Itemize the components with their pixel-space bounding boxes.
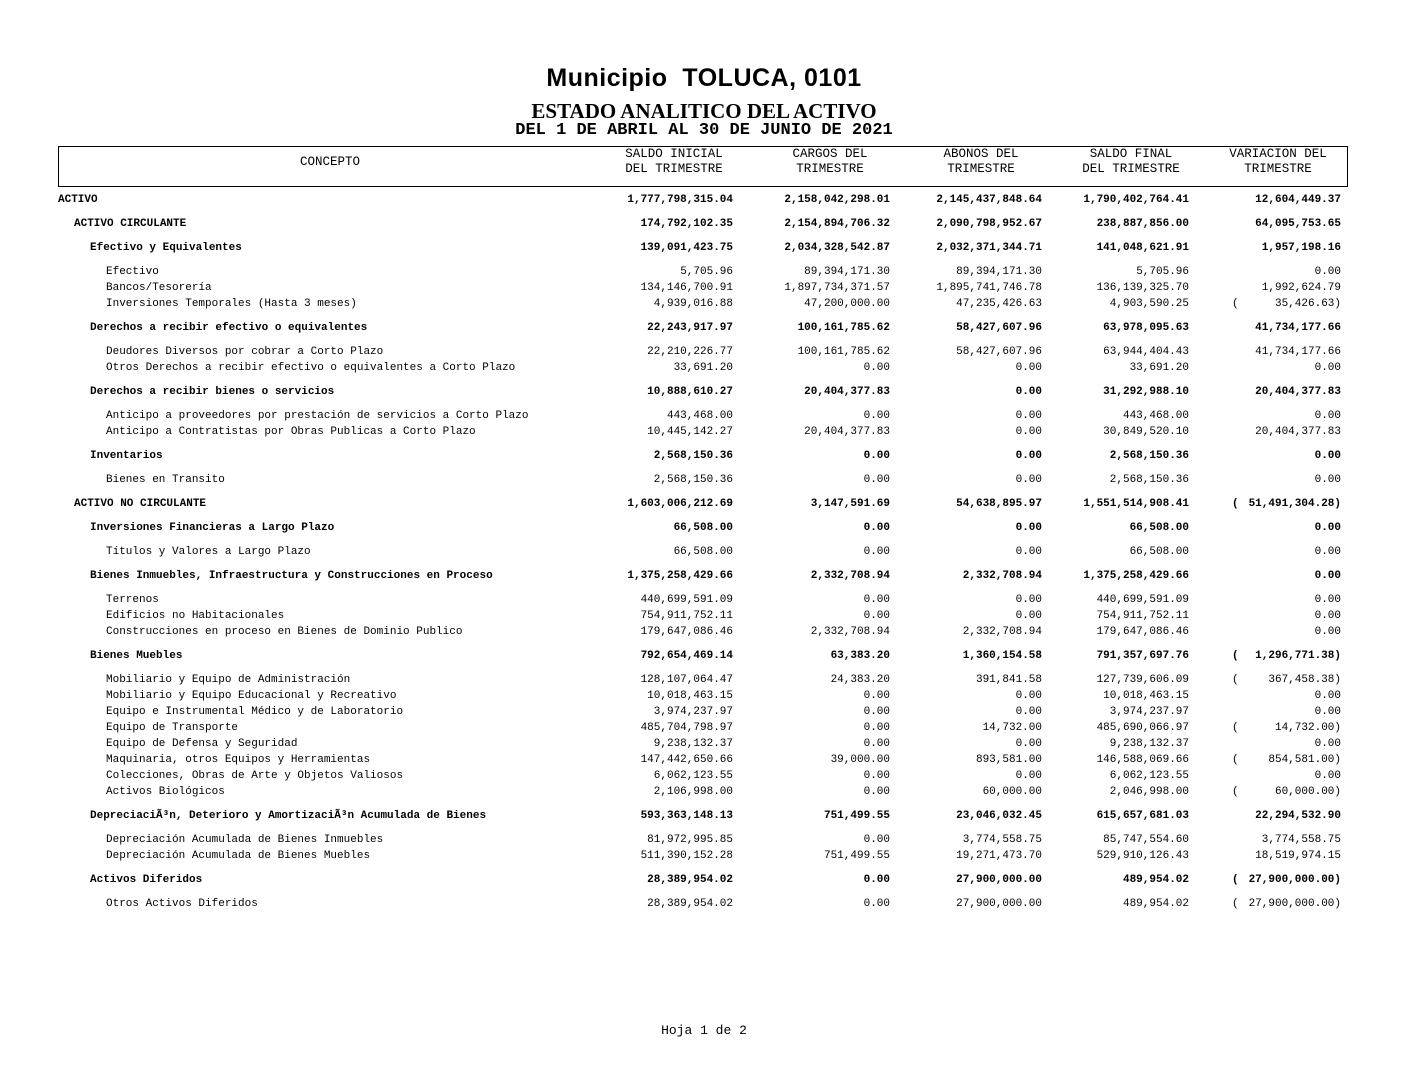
row-abonos: 391,841.58 (975, 674, 1042, 686)
row-cargos: 100,161,785.62 (797, 346, 890, 358)
row-abonos: 3,774,558.75 (962, 834, 1042, 846)
row-saldo-inicial: 2,568,150.36 (653, 474, 733, 486)
row-negative-paren: ( (1232, 650, 1239, 662)
row-saldo-final: 615,657,681.03 (1096, 810, 1189, 822)
row-abonos: 89,394,171.30 (956, 266, 1042, 278)
row-abonos: 2,332,708.94 (962, 570, 1042, 582)
row-saldo-final: 66,508.00 (1129, 522, 1189, 534)
table-row (0, 768, 1408, 784)
row-saldo-final: 127,739,606.09 (1096, 674, 1189, 686)
row-cargos: 751,499.55 (823, 850, 890, 862)
row-cargos: 0.00 (863, 834, 890, 846)
row-saldo-final: 179,647,086.46 (1096, 626, 1189, 638)
table-row (0, 832, 1408, 848)
row-abonos: 0.00 (1015, 426, 1042, 438)
column-header-concepto: CONCEPTO (299, 155, 360, 169)
row-concept: Bancos/Tesorería (106, 282, 212, 294)
row-negative-paren: ( (1232, 498, 1239, 510)
row-variacion: 0.00 (1314, 570, 1341, 582)
row-saldo-inicial: 22,210,226.77 (647, 346, 733, 358)
row-concept: Bienes en Transito (106, 474, 225, 486)
table-row (0, 320, 1408, 336)
row-variacion: 0.00 (1314, 546, 1341, 558)
column-header-abonos: ABONOS DEL TRIMESTRE (943, 147, 1019, 176)
row-variacion: 51,491,304.28) (1248, 498, 1341, 510)
row-saldo-final: 1,375,258,429.66 (1083, 570, 1189, 582)
row-cargos: 20,404,377.83 (804, 386, 890, 398)
row-saldo-final: 3,974,237.97 (1109, 706, 1189, 718)
row-saldo-inicial: 66,508.00 (673, 522, 733, 534)
row-cargos: 1,897,734,371.57 (784, 282, 890, 294)
row-saldo-inicial: 174,792,102.35 (640, 218, 733, 230)
row-variacion: 1,992,624.79 (1261, 282, 1341, 294)
row-abonos: 0.00 (1015, 594, 1042, 606)
row-variacion: 367,458.38) (1268, 674, 1341, 686)
row-variacion: 20,404,377.83 (1255, 386, 1341, 398)
row-variacion: 0.00 (1314, 410, 1341, 422)
row-abonos: 54,638,895.97 (956, 498, 1042, 510)
table-row (0, 296, 1408, 312)
table-row (0, 704, 1408, 720)
row-variacion: 0.00 (1314, 450, 1341, 462)
row-saldo-final: 136,139,325.70 (1096, 282, 1189, 294)
row-saldo-final: 485,690,066.97 (1096, 722, 1189, 734)
table-row (0, 424, 1408, 440)
row-variacion: 14,732.00) (1274, 722, 1341, 734)
row-saldo-final: 489,954.02 (1122, 874, 1189, 886)
row-abonos: 58,427,607.96 (956, 322, 1042, 334)
table-row (0, 360, 1408, 376)
row-saldo-final: 443,468.00 (1122, 410, 1189, 422)
row-concept: Deudores Diversos por cobrar a Corto Plazo (106, 346, 384, 358)
row-saldo-final: 31,292,988.10 (1103, 386, 1189, 398)
row-concept: Equipo e Instrumental Médico y de Laboratorio (106, 706, 404, 718)
row-cargos: 0.00 (863, 706, 890, 718)
row-abonos: 2,090,798,952.67 (936, 218, 1042, 230)
row-saldo-inicial: 1,777,798,315.04 (627, 194, 733, 206)
row-concept: Edificios no Habitacionales (106, 610, 285, 622)
row-concept: Maquinaria, otros Equipos y Herramientas (106, 754, 371, 766)
row-variacion: 0.00 (1314, 706, 1341, 718)
row-cargos: 24,383.20 (830, 674, 890, 686)
table-row (0, 648, 1408, 664)
row-concept: Otros Activos Diferidos (106, 898, 258, 910)
row-abonos: 27,900,000.00 (956, 898, 1042, 910)
table-row (0, 496, 1408, 512)
row-abonos: 0.00 (1015, 610, 1042, 622)
row-cargos: 0.00 (863, 770, 890, 782)
row-saldo-inicial: 139,091,423.75 (640, 242, 733, 254)
table-row (0, 520, 1408, 536)
row-saldo-inicial: 22,243,917.97 (647, 322, 733, 334)
row-saldo-inicial: 6,062,123.55 (653, 770, 733, 782)
row-saldo-inicial: 147,442,650.66 (640, 754, 733, 766)
row-saldo-final: 2,568,150.36 (1109, 450, 1189, 462)
row-saldo-inicial: 440,699,591.09 (640, 594, 733, 606)
row-variacion: 0.00 (1314, 266, 1341, 278)
row-saldo-inicial: 1,375,258,429.66 (627, 570, 733, 582)
row-variacion: 22,294,532.90 (1255, 810, 1341, 822)
row-abonos: 0.00 (1015, 450, 1042, 462)
row-saldo-final: 6,062,123.55 (1109, 770, 1189, 782)
row-cargos: 63,383.20 (830, 650, 890, 662)
table-row (0, 408, 1408, 424)
row-saldo-inicial: 593,363,148.13 (640, 810, 733, 822)
row-abonos: 60,000.00 (982, 786, 1042, 798)
row-cargos: 3,147,591.69 (810, 498, 890, 510)
row-variacion: 0.00 (1314, 594, 1341, 606)
row-concept: Inversiones Financieras a Largo Plazo (90, 522, 335, 534)
row-saldo-inicial: 81,972,995.85 (647, 834, 733, 846)
row-variacion: 3,774,558.75 (1261, 834, 1341, 846)
row-cargos: 2,034,328,542.87 (784, 242, 890, 254)
row-variacion: 18,519,974.15 (1255, 850, 1341, 862)
row-concept: Efectivo (106, 266, 159, 278)
table-row (0, 752, 1408, 768)
row-abonos: 0.00 (1015, 690, 1042, 702)
row-saldo-final: 1,551,514,908.41 (1083, 498, 1189, 510)
row-saldo-final: 63,978,095.63 (1103, 322, 1189, 334)
row-saldo-final: 754,911,752.11 (1096, 610, 1189, 622)
table-row (0, 568, 1408, 584)
row-saldo-inicial: 128,107,064.47 (640, 674, 733, 686)
row-abonos: 19,271,473.70 (956, 850, 1042, 862)
row-cargos: 2,154,894,706.32 (784, 218, 890, 230)
row-concept: ACTIVO CIRCULANTE (74, 218, 187, 230)
row-variacion: 41,734,177.66 (1255, 346, 1341, 358)
table-row (0, 720, 1408, 736)
row-saldo-inicial: 134,146,700.91 (640, 282, 733, 294)
row-saldo-final: 440,699,591.09 (1096, 594, 1189, 606)
row-concept: ACTIVO (58, 194, 98, 206)
table-row (0, 216, 1408, 232)
row-abonos: 893,581.00 (975, 754, 1042, 766)
row-concept: Depreciación Acumulada de Bienes Inmuebles (106, 834, 384, 846)
row-saldo-final: 9,238,132.37 (1109, 738, 1189, 750)
row-cargos: 0.00 (863, 362, 890, 374)
row-cargos: 2,332,708.94 (810, 570, 890, 582)
row-cargos: 0.00 (863, 786, 890, 798)
row-variacion: 27,900,000.00) (1248, 874, 1341, 886)
row-cargos: 100,161,785.62 (797, 322, 890, 334)
row-variacion: 0.00 (1314, 474, 1341, 486)
row-saldo-inicial: 28,389,954.02 (647, 898, 733, 910)
row-cargos: 89,394,171.30 (804, 266, 890, 278)
row-abonos: 0.00 (1015, 474, 1042, 486)
row-variacion: 0.00 (1314, 610, 1341, 622)
row-concept: Derechos a recibir bienes o servicios (90, 386, 335, 398)
row-cargos: 0.00 (863, 738, 890, 750)
row-variacion: 27,900,000.00) (1248, 898, 1341, 910)
row-cargos: 2,332,708.94 (810, 626, 890, 638)
row-variacion: 60,000.00) (1274, 786, 1341, 798)
row-saldo-final: 238,887,856.00 (1096, 218, 1189, 230)
table-row (0, 848, 1408, 864)
row-variacion: 0.00 (1314, 770, 1341, 782)
row-saldo-final: 1,790,402,764.41 (1083, 194, 1189, 206)
table-row (0, 448, 1408, 464)
row-concept: Anticipo a proveedores por prestación de servicios a Corto Plazo (106, 410, 529, 422)
row-concept: Colecciones, Obras de Arte y Objetos Valiosos (106, 770, 404, 782)
row-cargos: 0.00 (863, 874, 890, 886)
row-cargos: 0.00 (863, 522, 890, 534)
row-concept: Efectivo y Equivalentes (90, 242, 242, 254)
column-header-cargos: CARGOS DEL TRIMESTRE (792, 147, 868, 176)
table-row (0, 472, 1408, 488)
row-cargos: 0.00 (863, 610, 890, 622)
row-negative-paren: ( (1232, 722, 1239, 734)
row-saldo-inicial: 1,603,006,212.69 (627, 498, 733, 510)
row-concept: Inversiones Temporales (Hasta 3 meses) (106, 298, 357, 310)
row-saldo-inicial: 33,691.20 (673, 362, 733, 374)
row-abonos: 2,032,371,344.71 (936, 242, 1042, 254)
table-row (0, 544, 1408, 560)
row-variacion: 0.00 (1314, 738, 1341, 750)
page-number: Hoja 1 de 2 (661, 1023, 747, 1038)
table-row (0, 280, 1408, 296)
row-concept: Otros Derechos a recibir efectivo o equivalentes a Corto Plazo (106, 362, 516, 374)
row-negative-paren: ( (1232, 898, 1239, 910)
row-cargos: 0.00 (863, 690, 890, 702)
row-variacion: 20,404,377.83 (1255, 426, 1341, 438)
row-concept: Títulos y Valores a Largo Plazo (106, 546, 311, 558)
row-saldo-inicial: 754,911,752.11 (640, 610, 733, 622)
report-period: DEL 1 DE ABRIL AL 30 DE JUNIO DE 2021 (515, 121, 893, 140)
row-abonos: 2,145,437,848.64 (936, 194, 1042, 206)
table-row (0, 192, 1408, 208)
table-row (0, 672, 1408, 688)
row-variacion: 1,296,771.38) (1255, 650, 1341, 662)
row-saldo-final: 63,944,404.43 (1103, 346, 1189, 358)
row-saldo-inicial: 443,468.00 (666, 410, 733, 422)
row-saldo-final: 791,357,697.76 (1096, 650, 1189, 662)
row-cargos: 0.00 (863, 546, 890, 558)
row-cargos: 0.00 (863, 450, 890, 462)
table-row (0, 784, 1408, 800)
row-cargos: 751,499.55 (823, 810, 890, 822)
row-saldo-final: 10,018,463.15 (1103, 690, 1189, 702)
row-abonos: 0.00 (1015, 706, 1042, 718)
row-concept: Mobiliario y Equipo de Administración (106, 674, 351, 686)
row-variacion: 0.00 (1314, 626, 1341, 638)
row-variacion: 41,734,177.66 (1255, 322, 1341, 334)
row-variacion: 0.00 (1314, 690, 1341, 702)
row-cargos: 47,200,000.00 (804, 298, 890, 310)
row-saldo-inicial: 179,647,086.46 (640, 626, 733, 638)
row-saldo-inicial: 2,568,150.36 (653, 450, 733, 462)
row-variacion: 64,095,753.65 (1255, 218, 1341, 230)
row-saldo-inicial: 28,389,954.02 (647, 874, 733, 886)
row-saldo-final: 141,048,621.91 (1096, 242, 1189, 254)
table-row (0, 808, 1408, 824)
row-concept: Bienes Inmuebles, Infraestructura y Construcciones en Proceso (90, 570, 493, 582)
row-saldo-inicial: 5,705.96 (680, 266, 733, 278)
row-saldo-final: 146,588,069.66 (1096, 754, 1189, 766)
row-concept: Activos Biológicos (106, 786, 225, 798)
row-saldo-inicial: 511,390,152.28 (640, 850, 733, 862)
row-cargos: 0.00 (863, 898, 890, 910)
row-concept: Bienes Muebles (90, 650, 183, 662)
table-row (0, 344, 1408, 360)
row-concept: Derechos a recibir efectivo o equivalentes (90, 322, 368, 334)
row-saldo-inicial: 3,974,237.97 (653, 706, 733, 718)
row-saldo-final: 33,691.20 (1129, 362, 1189, 374)
row-saldo-inicial: 10,888,610.27 (647, 386, 733, 398)
row-saldo-final: 2,568,150.36 (1109, 474, 1189, 486)
table-row (0, 736, 1408, 752)
row-saldo-final: 5,705.96 (1136, 266, 1189, 278)
row-cargos: 0.00 (863, 474, 890, 486)
row-saldo-final: 529,910,126.43 (1096, 850, 1189, 862)
row-saldo-inicial: 2,106,998.00 (653, 786, 733, 798)
row-variacion: 35,426.63) (1274, 298, 1341, 310)
report-title: ESTADO ANALITICO DEL ACTIVO (531, 99, 877, 123)
table-row (0, 264, 1408, 280)
table-row (0, 592, 1408, 608)
row-saldo-inicial: 792,654,469.14 (640, 650, 733, 662)
row-abonos: 0.00 (1015, 410, 1042, 422)
row-abonos: 0.00 (1015, 738, 1042, 750)
row-concept: Mobiliario y Equipo Educacional y Recreativo (106, 690, 397, 702)
row-concept: ACTIVO NO CIRCULANTE (74, 498, 207, 510)
row-concept: Anticipo a Contratistas por Obras Publicas a Corto Plazo (106, 426, 476, 438)
row-abonos: 27,900,000.00 (956, 874, 1042, 886)
row-saldo-final: 30,849,520.10 (1103, 426, 1189, 438)
row-abonos: 2,332,708.94 (962, 626, 1042, 638)
row-abonos: 47,235,426.63 (956, 298, 1042, 310)
row-concept: Construcciones en proceso en Bienes de Dominio Publico (106, 626, 463, 638)
row-concept: Inventarios (90, 450, 163, 462)
row-saldo-final: 85,747,554.60 (1103, 834, 1189, 846)
row-concept: Terrenos (106, 594, 159, 606)
row-negative-paren: ( (1232, 298, 1239, 310)
table-row (0, 240, 1408, 256)
row-abonos: 1,895,741,746.78 (936, 282, 1042, 294)
row-cargos: 39,000.00 (830, 754, 890, 766)
row-abonos: 58,427,607.96 (956, 346, 1042, 358)
row-saldo-inicial: 66,508.00 (673, 546, 733, 558)
row-negative-paren: ( (1232, 786, 1239, 798)
row-abonos: 0.00 (1015, 386, 1042, 398)
row-abonos: 0.00 (1015, 522, 1042, 534)
row-concept: Activos Diferidos (90, 874, 203, 886)
row-cargos: 0.00 (863, 410, 890, 422)
row-cargos: 0.00 (863, 722, 890, 734)
row-saldo-final: 4,903,590.25 (1109, 298, 1189, 310)
table-row (0, 872, 1408, 888)
table-row (0, 608, 1408, 624)
row-saldo-inicial: 10,018,463.15 (647, 690, 733, 702)
row-concept: Equipo de Defensa y Seguridad (106, 738, 298, 750)
row-concept: Equipo de Transporte (106, 722, 239, 734)
row-cargos: 2,158,042,298.01 (784, 194, 890, 206)
column-header-saldo-final: SALDO FINAL DEL TRIMESTRE (1082, 147, 1180, 176)
row-saldo-inicial: 485,704,798.97 (640, 722, 733, 734)
row-cargos: 0.00 (863, 594, 890, 606)
row-saldo-final: 2,046,998.00 (1109, 786, 1189, 798)
row-saldo-inicial: 9,238,132.37 (653, 738, 733, 750)
row-concept: DepreciaciÃ³n, Deterioro y AmortizaciÃ³n Acumulada de Bienes (90, 810, 487, 822)
column-header-saldo-inicial: SALDO INICIAL DEL TRIMESTRE (625, 147, 723, 176)
row-variacion: 854,581.00) (1268, 754, 1341, 766)
row-abonos: 14,732.00 (982, 722, 1042, 734)
row-saldo-final: 66,508.00 (1129, 546, 1189, 558)
row-variacion: 12,604,449.37 (1255, 194, 1341, 206)
row-variacion: 1,957,198.16 (1261, 242, 1341, 254)
table-row (0, 624, 1408, 640)
column-header-variacion: VARIACION DEL TRIMESTRE (1229, 147, 1327, 176)
table-row (0, 896, 1408, 912)
row-variacion: 0.00 (1314, 522, 1341, 534)
row-saldo-final: 489,954.02 (1122, 898, 1189, 910)
row-abonos: 23,046,032.45 (956, 810, 1042, 822)
row-abonos: 0.00 (1015, 362, 1042, 374)
row-abonos: 0.00 (1015, 770, 1042, 782)
row-abonos: 0.00 (1015, 546, 1042, 558)
row-saldo-inicial: 4,939,016.88 (653, 298, 733, 310)
row-concept: Depreciación Acumulada de Bienes Muebles (106, 850, 371, 862)
table-row (0, 384, 1408, 400)
row-cargos: 20,404,377.83 (804, 426, 890, 438)
row-abonos: 1,360,154.58 (962, 650, 1042, 662)
row-negative-paren: ( (1232, 674, 1239, 686)
row-saldo-inicial: 10,445,142.27 (647, 426, 733, 438)
row-variacion: 0.00 (1314, 362, 1341, 374)
row-negative-paren: ( (1232, 874, 1239, 886)
row-negative-paren: ( (1232, 754, 1239, 766)
municipality-title: Municipio TOLUCA, 0101 (546, 64, 862, 92)
table-row (0, 688, 1408, 704)
